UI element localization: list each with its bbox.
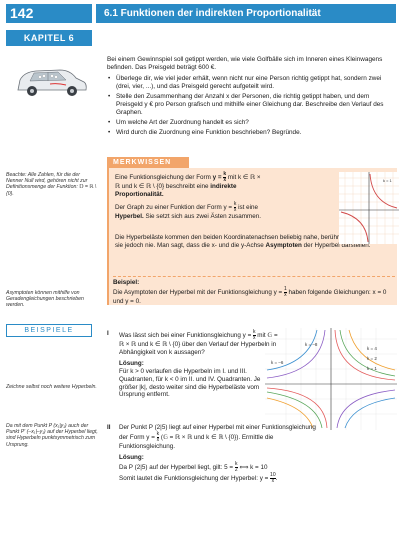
side-note-symmetry: Da mit dem Punkt P (x₁|y₁) auch der Punkt P' (–x₁|–y₁) auf der Hyperbel liegt, sind Hyperbeln punktsymmetrisch zum Ursprung. xyxy=(6,423,98,448)
graph-label-k-4: k = 4 xyxy=(367,346,377,351)
chapter-label: KAPITEL 6 xyxy=(6,30,92,46)
example-number: I xyxy=(107,330,109,337)
example-2 xyxy=(107,424,397,530)
example-2-body: Der Punkt P (2|5) liegt auf einer Hyperbel mit einer Funktionsgleichung der Form y = $\frac{k}{x}$ (𝔾 = ℝ × ℝ und k ∈ ℝ \ {0}). Ermittle die Funktionsgleichung. Lösung: Da P (2|5) auf der Hyperbel liegt, gilt: 5 = $\frac{k}{2}$ ⟺ k = 10 Somit lautet die Funktionsgleichung der Hyperbel: y = $\frac{10}{x}$ . xyxy=(119,424,319,484)
intro-bullet: • Überlege dir, wie viel jeder erhält, wenn nicht nur eine Person richtig getippt hat, sondern zwei (drei, vier, ...), und das Preisgeld gerecht aufgeteilt wird. xyxy=(107,75,397,92)
intro-bullets xyxy=(107,75,397,138)
page-header xyxy=(0,0,400,26)
intro-bullet: • Wird durch die Zuordnung eine Funktion beschrieben? Begründe. xyxy=(107,129,397,137)
page-number: 142 xyxy=(6,4,92,23)
side-note-asymptotes: Asymptoten können mithilfe von Geradengleichungen beschrieben werden. xyxy=(6,290,84,309)
beispiele-tab: BEISPIELE xyxy=(6,324,92,337)
car-illustration-icon xyxy=(14,62,88,102)
hyperbola-graph-small xyxy=(339,172,399,244)
graph-label-k-1: k = 1 xyxy=(367,366,377,371)
graph-label-k-minus-8: k = –8 xyxy=(305,342,318,347)
example-number: II xyxy=(107,424,111,431)
example-1-body: Was lässt sich bei einer Funktionsgleichung y = $\frac{k}{x}$ mit 𝔾 = ℝ × ℝ und k ∈ ℝ \ {0} über den Verlauf der Hyperbeln in Abhängigkeit von k aussagen? Lösung: Für k > 0 verlaufen die Hyperbeln im I. und III. Quadranten, für k < 0 im II. und IV. Quadranten. Je größer |k|, desto weiter sind die Hyperbeläste vom Ursprung entfernt. xyxy=(119,329,278,399)
graph-label-k-2: k = 2 xyxy=(367,356,377,361)
merk-definition: Eine Funktionsgleichung der Form y = $\frac{k}{x}$ mit k ∈ ℝ × ℝ und k ∈ ℝ \ {0} beschreibt eine indirekte Proportionalität. xyxy=(115,171,261,198)
example-1-solution-label: Lösung: xyxy=(119,359,144,367)
intro-bullet: • Um welche Art der Zuordnung handelt es sich? xyxy=(107,119,397,127)
graph-label-k-minus-6: k = –6 xyxy=(271,360,284,365)
merkwissen-text xyxy=(115,172,263,224)
hyperbola-family-graph xyxy=(265,328,397,430)
merkwissen-box xyxy=(107,168,397,305)
example-2-solution-line-1: Da P (2|5) auf der Hyperbel liegt, gilt: 5 = $\frac{k}{2}$ ⟺ k = 10 xyxy=(119,460,268,473)
example-1-solution: Für k > 0 verlaufen die Hyperbeln im I. und III. Quadranten, für k < 0 im II. und IV. Quadranten. Je größer |k|, desto weiter sind die Hyperbeläste vom Ursprung entfernt. xyxy=(119,367,261,399)
merkwissen-tab: MERKWISSEN xyxy=(107,157,189,168)
intro-task xyxy=(107,56,397,139)
example-2-solution-label: Lösung: xyxy=(119,453,144,461)
merk-asymptote-text: Die Hyperbeläste kommen den beiden Koordinatenachsen beliebig nahe, berühren oder schneiden sie jedoch nie. Man sagt, dass die x- und die y-Achse Asymptoten der Hyperbel darstellen. xyxy=(115,234,391,249)
example-2-solution-line-2: Somit lautet die Funktionsgleichung der Hyperbel: y = $\frac{10}{x}$ . xyxy=(119,471,278,484)
section-title: 6.1 Funktionen der indirekten Proportionalität xyxy=(96,4,396,23)
intro-paragraph: Bei einem Gewinnspiel soll getippt werden, wie viele Golfbälle sich im Inneren eines Kleinwagens befinden. Das Preisgeld beträgt 600 €. xyxy=(107,56,383,72)
intro-bullet: • Stelle den Zusammenhang der Anzahl x der Personen, die richtig getippt haben, und dem Preisgeld y € pro Person grafisch und mithilfe einer Gleichung dar. Beschreibe den Verlauf des Graphen. xyxy=(107,93,397,118)
side-note-draw: Zeichne selbst noch weitere Hyperbeln. xyxy=(6,384,97,390)
graph-label-k: k = 1 xyxy=(383,178,392,183)
merk-graph-definition: Der Graph zu einer Funktion der Form y = $\frac{k}{x}$ ist eine Hyperbel. Sie setzt sich aus zwei Ästen zusammen. xyxy=(115,200,261,220)
side-note-domain: Beachte: Alle Zahlen, für die der Nenner Null wird, gehören nicht zur Definitionsmenge der Funktion: 𝔻 = ℝ \ {0}. xyxy=(6,172,97,197)
merk-example: Beispiel: Die Asymptoten der Hyperbel mit der Funktionsgleichung y = $\frac{1}{x}$ haben folgende Gleichungen: x = 0 und y = 0. xyxy=(113,276,395,302)
